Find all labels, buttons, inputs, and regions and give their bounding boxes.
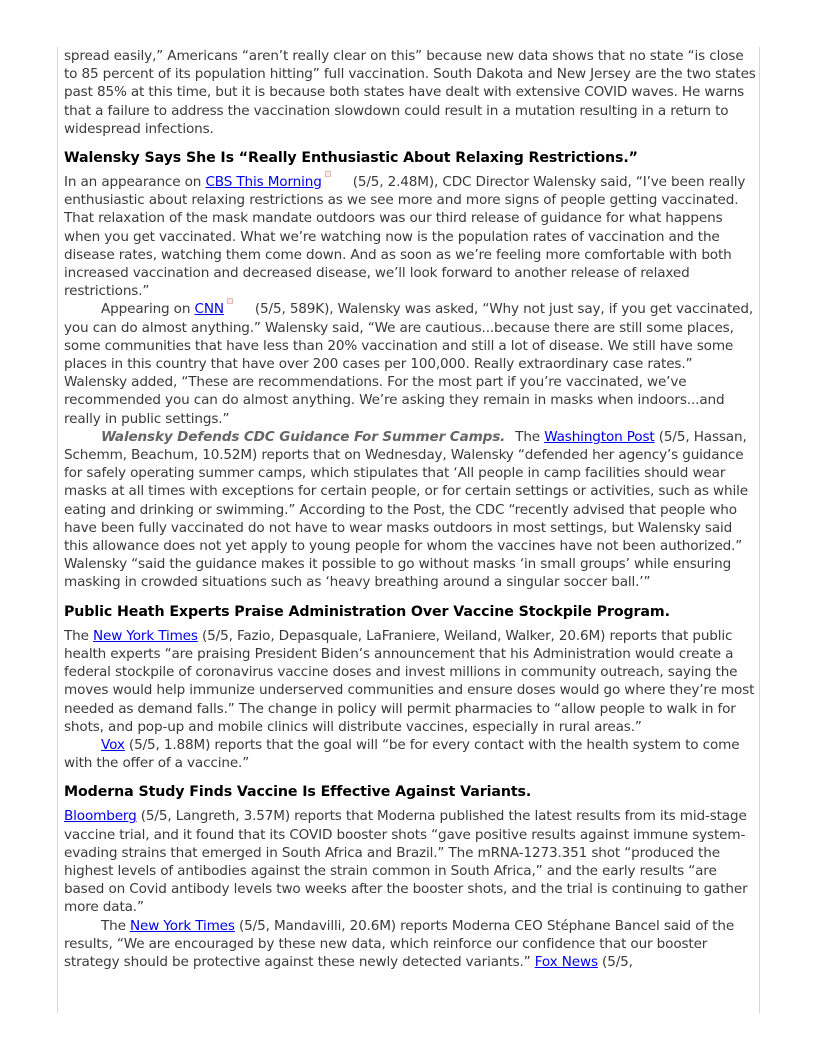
article-paragraph bbox=[64, 736, 758, 772]
paragraph-text: (5/5, bbox=[597, 953, 633, 970]
article-paragraph bbox=[64, 428, 758, 592]
link-bloomberg[interactable]: Bloomberg bbox=[64, 808, 137, 825]
paragraph-text: (5/5, Langreth, 3.57M) reports that Moderna published the latest results from its mid-stage vaccine trial, and it found that its COVID booster shots “gave positive results against immune system-evading strains that emerged in South Africa and Brazil.” The mRNA-1273.351 shot “produced the highest levels of antibodies against the strain common in South Africa,” and the early results “are based on Covid antibody levels two weeks after the booster shots, and the trial is continuing to gather more data.” bbox=[64, 808, 748, 916]
paragraph-text: Appearing on bbox=[101, 301, 195, 318]
link-fox-news[interactable]: Fox News bbox=[534, 953, 598, 970]
article-headline-walensky: Walensky Says She Is “Really Enthusiastic About Relaxing Restrictions.” bbox=[64, 150, 638, 167]
broken-image-icon bbox=[227, 298, 233, 304]
article-paragraph bbox=[64, 627, 758, 736]
paragraph-text: The bbox=[101, 917, 131, 934]
paragraph-text: (5/5, Fazio, Depasquale, LaFraniere, Weiland, Walker, 20.6M) reports that public health experts “are praising President Biden’s announcement that his Administration would create a federal stockpile of coronavirus vaccine doses and invest millions in community outreach, saying the moves would help immunize underserved communities and ensure doses would go where they’re most needed as demand falls.” The change in policy will permit pharmacies to “allow people to walk in for shots, and pop-up and mobile clinics will distribute vaccines, especially in rural areas.” bbox=[64, 627, 755, 735]
article-paragraph bbox=[64, 173, 758, 300]
broken-image-icon bbox=[325, 171, 331, 177]
subheadline: Walensky Defends CDC Guidance For Summer Camps. bbox=[101, 428, 506, 445]
article-paragraph bbox=[64, 300, 758, 427]
link-cnn[interactable]: CNN bbox=[194, 301, 224, 318]
paragraph-text: The bbox=[64, 627, 94, 644]
article-paragraph bbox=[64, 917, 758, 972]
link-new-york-times[interactable]: New York Times bbox=[130, 917, 235, 934]
link-cbs-this-morning[interactable]: CBS This Morning bbox=[205, 174, 322, 191]
link-washington-post[interactable]: Washington Post bbox=[544, 428, 655, 445]
paragraph-text: The bbox=[515, 428, 545, 445]
paragraph-text: (5/5, 2.48M), CDC Director Walensky said, “I’ve been really enthusiastic about relaxing restrictions as we see more and more signs of people getting vaccinated. That relaxation of the mask mandate outdoors was our third release of guidance for what happens when you get vaccinated. What we’re watching now is the population rates of vaccination and the disease rates, watching them come down. And as soon as we’re feeling more comfortable with both increased vaccination and decreased disease, we’ll look forward to another release of relaxed restrictions.” bbox=[64, 174, 746, 300]
document-page bbox=[57, 47, 760, 1013]
article-paragraph bbox=[64, 807, 758, 916]
paragraph-text: (5/5, Mandavilli, 20.6M) reports Moderna CEO Stéphane Bancel said of the results, “We are encouraged by these new data, which reinforce our confidence that our booster strategy should be protective against these newly detected variants.” bbox=[64, 917, 735, 970]
link-new-york-times[interactable]: New York Times bbox=[93, 627, 198, 644]
article-headline-stockpile: Public Heath Experts Praise Administration Over Vaccine Stockpile Program. bbox=[64, 603, 670, 620]
paragraph-text: (5/5, 589K), Walensky was asked, “Why not just say, if you get vaccinated, you can do almost anything.” Walensky said, “We are cautious...because there are still some places, some communities that have less than 20% vaccination and still a lot of disease. We still have some places in this country that have over 200 cases per 100,000. Really extraordinary case rates.” Walensky added, “These are recommendations. For the most part if you’re vaccinated, we’ve recommended you can do almost anything. We’re asking they remain in masks when indoors...and really in public settings.” bbox=[64, 301, 753, 427]
paragraph-text: (5/5, Hassan, Schemm, Beachum, 10.52M) reports that on Wednesday, Walensky “defended her agency’s guidance for safely operating summer camps, which stipulates that ‘All people in camp facilities should wear masks at all times with exceptions for certain people, or for certain settings or activities, such as while eating and drinking or swimming.” According to the Post, the CDC “recently advised that people who have been fully vaccinated do not have to wear masks outdoors in most settings, but Walensky said this allowance does not yet apply to young people for whom the vaccines have not been authorized.” Walensky “said the guidance makes it possible to go without masks ‘in small groups’ while ensuring masking in crowded situations such as ‘heavy breathing around a singular soccer ball.’” bbox=[64, 428, 748, 591]
paragraph-text: (5/5, 1.88M) reports that the goal will “be for every contact with the health system to come with the offer of a vaccine.” bbox=[64, 736, 740, 772]
link-vox[interactable]: Vox bbox=[101, 736, 125, 753]
newsletter-content bbox=[64, 47, 758, 971]
paragraph-text: In an appearance on bbox=[64, 174, 206, 191]
continuation-paragraph: spread easily,” Americans “aren’t really clear on this” because new data shows that no state “is close to 85 percent of its population hitting” full vaccination. South Dakota and New Jersey are the two states past 85% at this time, but it is because both states have dealt with extensive COVID waves. He warns that a failure to address the vaccination slowdown could result in a mutation resulting in a return to widespread infections. bbox=[64, 48, 756, 137]
article-headline-moderna: Moderna Study Finds Vaccine Is Effective Against Variants. bbox=[64, 784, 532, 801]
